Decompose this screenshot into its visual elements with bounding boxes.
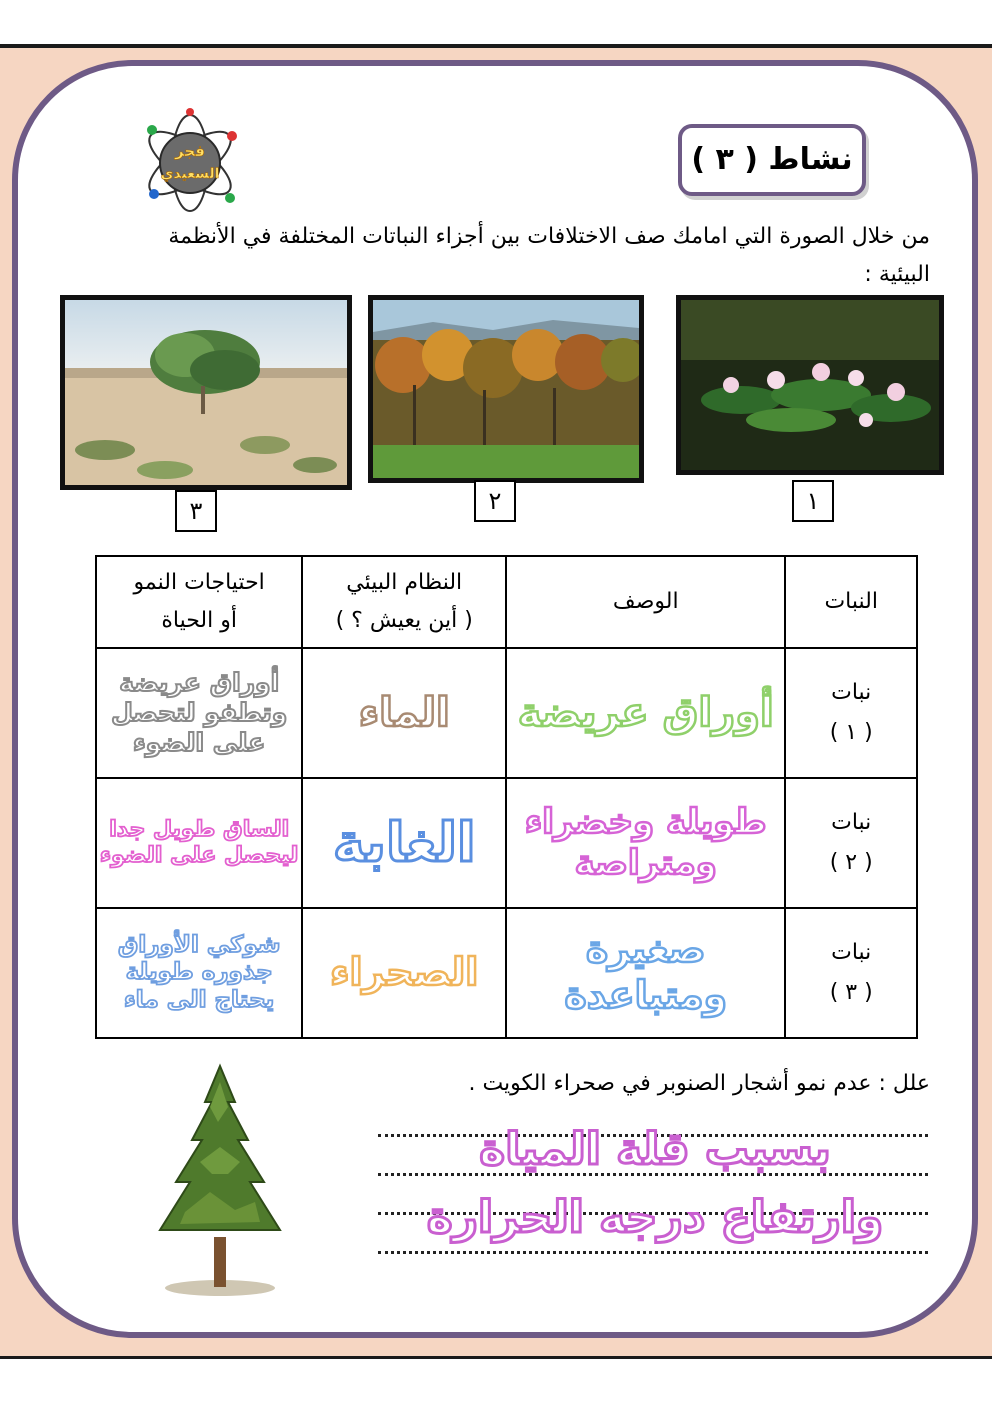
ecosystem-cell-2	[302, 778, 506, 908]
photo-number-3: ٣	[175, 490, 217, 532]
description-line: ومتراصة	[574, 843, 717, 883]
needs-line: شوكي الأوراق	[117, 931, 281, 958]
header-plant: النبات	[785, 556, 917, 648]
header-ecosystem	[302, 556, 506, 648]
plant-number: ( ٣ )	[829, 980, 873, 1005]
needs-line: يحتاج الى ماء	[124, 986, 275, 1013]
description-cell-2	[506, 778, 785, 908]
ecosystem-cell-3	[302, 908, 506, 1038]
plant-cell-1	[785, 648, 917, 778]
header-needs-line1: احتياجات النمو	[133, 570, 265, 595]
plant-number: ( ٢ )	[829, 850, 873, 875]
plant-cell-2	[785, 778, 917, 908]
answer-dotted-line	[378, 1251, 928, 1254]
description-cell-3	[506, 908, 785, 1038]
photo-desert-shrub	[60, 295, 352, 490]
ecosystem-value: الغابة	[332, 810, 476, 874]
plant-cell-3	[785, 908, 917, 1038]
needs-cell-3	[96, 908, 302, 1038]
header-needs-line2: أو الحياة	[161, 608, 237, 633]
plant-number: ( ١ )	[829, 720, 873, 745]
description-line: ومتباعدة	[564, 973, 728, 1017]
forest-image	[373, 300, 639, 478]
ecosystem-cell-1	[302, 648, 506, 778]
table-header-row	[96, 556, 917, 648]
table-row	[96, 778, 917, 908]
table-row	[96, 648, 917, 778]
pine-tree-image	[140, 1062, 300, 1298]
header-ecosystem-line1: النظام البيئي	[346, 570, 463, 595]
description-line: صغيرة	[585, 927, 706, 972]
needs-cell-1	[96, 648, 302, 778]
photo-water-lilies	[676, 295, 944, 475]
photo-forest	[368, 295, 644, 483]
comparison-table	[95, 555, 918, 1039]
instructions-text: من خلال الصورة التي امامك صف الاختلافات بين أجزاء النباتات المختلفة في الأنظمة البيئية :	[168, 224, 930, 287]
needs-cell-2	[96, 778, 302, 908]
logo	[140, 108, 240, 218]
logo-line2: السعيدي	[160, 166, 220, 182]
desert-shrub-image	[65, 300, 347, 485]
photo-number-1: ١	[792, 480, 834, 522]
needs-line: وتطفو لتحصل	[111, 698, 288, 727]
header-needs	[96, 556, 302, 648]
activity-title: نشاط ( ٣ )	[678, 124, 866, 196]
needs-line: ليحصل على الضوء	[99, 843, 299, 868]
plant-word: نبات	[831, 940, 872, 965]
needs-line: الساق طويل جدا	[109, 816, 290, 842]
plant-word: نبات	[831, 680, 872, 705]
answer-line-2: وارتفاع درجه الحرارة	[426, 1192, 884, 1243]
table-row	[96, 908, 917, 1038]
ecosystem-value: الصحراء	[330, 950, 479, 995]
answer-line-1: بسبب قلة المياة	[479, 1124, 831, 1175]
needs-line: على الضوء	[133, 728, 266, 757]
description-line: طويلة وخضراء	[524, 802, 767, 843]
water-lilies-image	[681, 300, 939, 470]
plant-word: نبات	[831, 810, 872, 835]
header-description: الوصف	[506, 556, 785, 648]
description-line: أوراق عريضة	[517, 690, 774, 736]
bottom-rule	[0, 1356, 992, 1359]
description-cell-1	[506, 648, 785, 778]
photo-number-2: ٢	[474, 480, 516, 522]
needs-line: أوراق عريضة	[119, 668, 280, 697]
header-ecosystem-line2: ( أين يعيش ؟ )	[335, 608, 473, 633]
logo-line1: فجر	[175, 142, 205, 160]
question-text: علل : عدم نمو أشجار الصنوبر في صحراء الكويت .	[468, 1071, 930, 1096]
top-margin	[0, 0, 992, 46]
needs-line: جذوره طويلة	[125, 959, 273, 986]
ecosystem-value: الماء	[358, 690, 450, 736]
